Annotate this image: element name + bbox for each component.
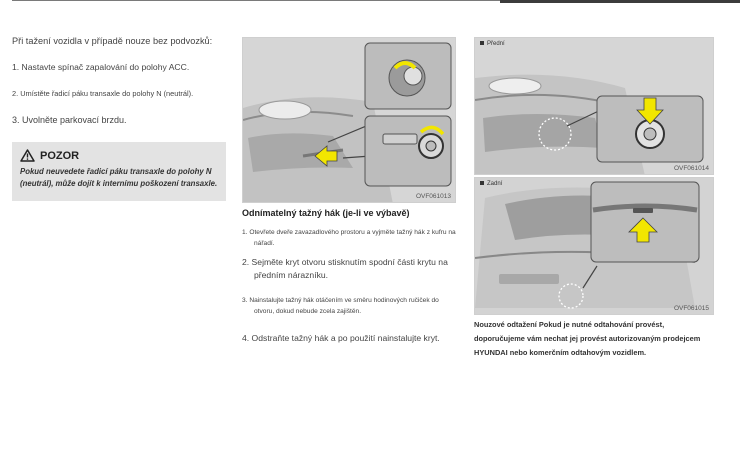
note-text: Nouzové odtažení Pokud je nutné odtahování provést, doporučujeme vám nechat jej provést autorizovaným prodejcem HYUNDAI nebo komerčním odtahovým vozidlem.: [474, 320, 701, 358]
step-1: 1. Nastavte spínač zapalování do polohy ACC.: [12, 62, 190, 72]
caution-title: POZOR: [40, 149, 80, 162]
header-rule: [12, 0, 500, 1]
caution-header: [20, 149, 218, 162]
header-bar: [500, 0, 740, 3]
caution-box: [12, 142, 226, 201]
intro-text: Při tažení vozidla v případě nouze bez podvozků:: [12, 36, 213, 46]
removable-hook-section: [242, 207, 460, 359]
caution-text: Pokud neuvedete řadicí páku transaxle do polohy N (neutrál), může dojít k internímu poškození transaxle.: [20, 167, 218, 189]
towing-instructions: [12, 36, 226, 201]
front-bumper-illustration: [243, 38, 456, 203]
figure-tag: Přední: [480, 41, 505, 47]
hook-step-1: 1. Otevřete dveře zavazadlového prostoru a vyjměte tažný hák z kufru na nářadí.: [242, 229, 456, 247]
figure-tag: Zadní: [480, 181, 502, 187]
figure-code: OVF061013: [415, 193, 451, 200]
step-2: 2. Umístěte řadicí páku transaxle do polohy N (neutrál).: [12, 89, 194, 98]
figure-code: OVF061014: [673, 165, 709, 172]
hook-step-3: 3. Nainstalujte tažný hák otáčením ve směru hodinových ručiček do otvoru, dokud nebude zcela zajištěn.: [242, 297, 439, 316]
step-3: 3. Uvolněte parkovací brzdu.: [12, 115, 127, 125]
rear-tow-illustration: [475, 178, 714, 315]
hook-step-2: 2. Sejměte kryt otvoru stisknutím spodní části krytu na předním nárazníku.: [242, 256, 448, 281]
front-tow-illustration: [475, 38, 714, 175]
section-title: Odnímatelný tažný hák (je-li ve výbavě): [242, 208, 410, 218]
hook-step-4: 4. Odstraňte tažný hák a po použití nainstalujte kryt.: [242, 333, 440, 344]
warning-icon: [20, 149, 35, 162]
figure-front-bumper: [242, 37, 456, 203]
figure-front-tow-point: [474, 37, 714, 175]
figure-rear-tow-point: [474, 177, 714, 315]
emergency-towing-note: [474, 318, 714, 360]
figure-code: OVF061015: [673, 305, 709, 312]
